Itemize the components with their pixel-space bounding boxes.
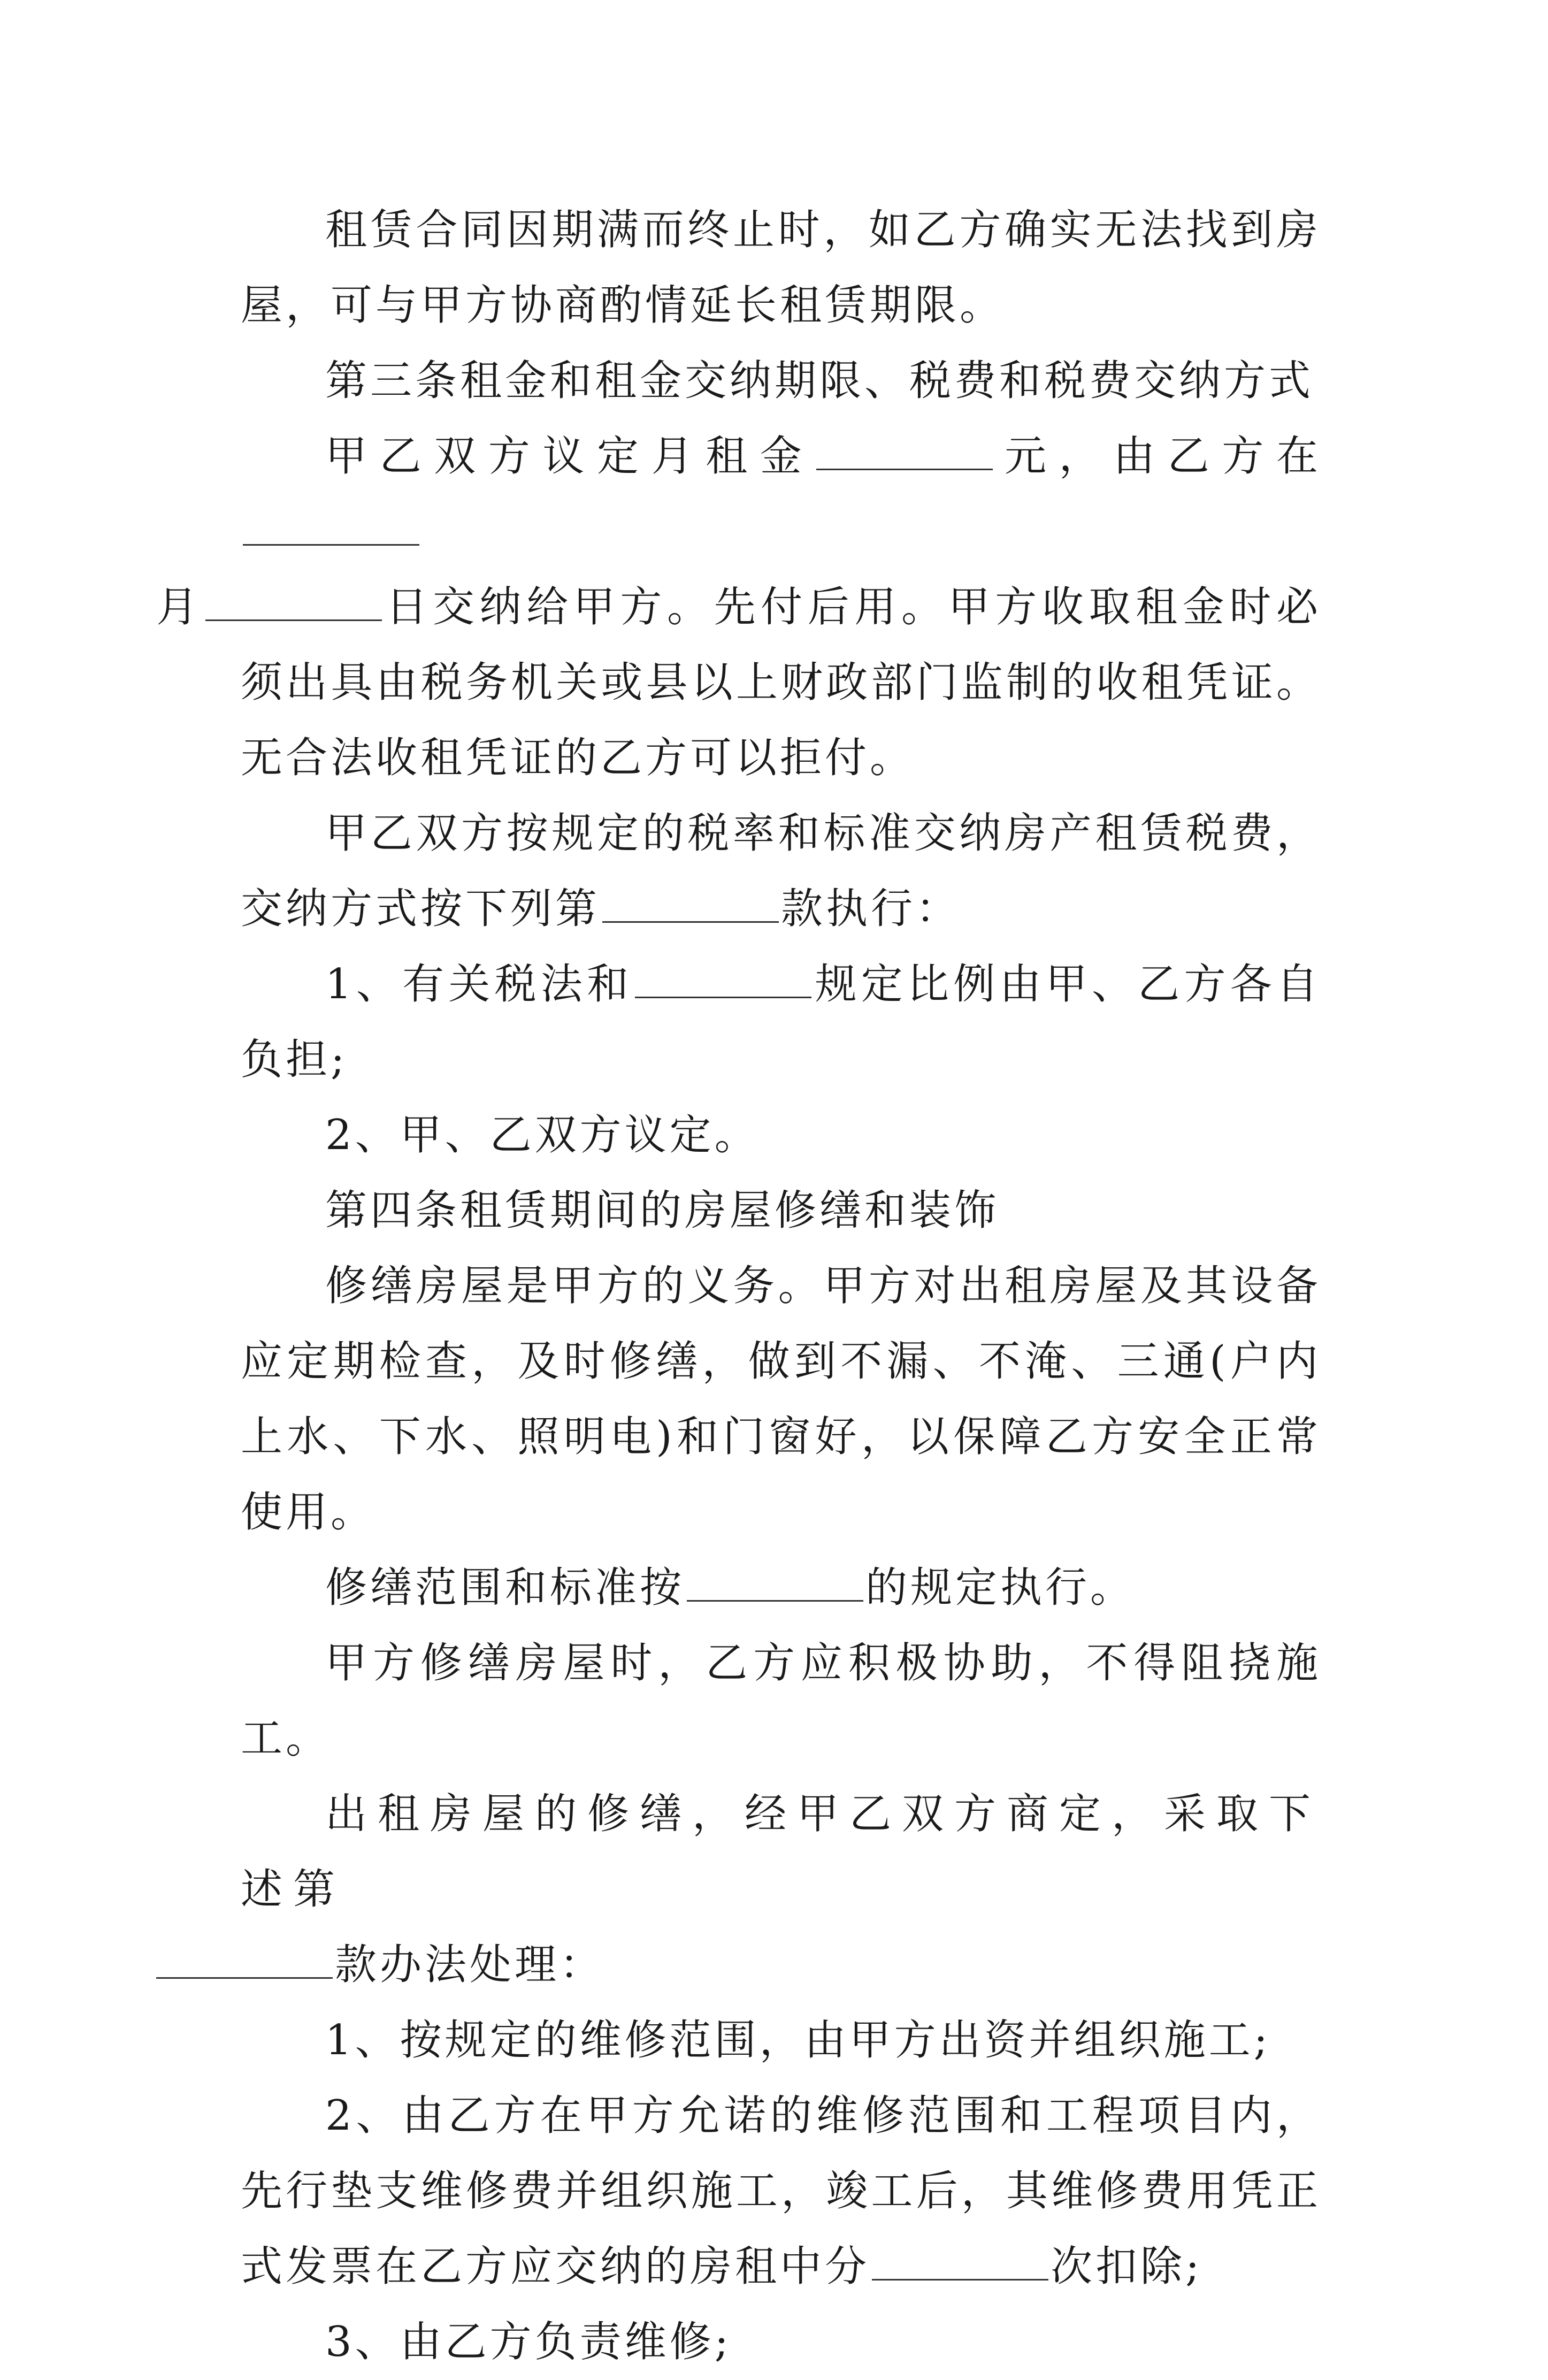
paragraph-text: 甲乙双方议定月租金 — [325, 432, 815, 480]
list-item-tax-1 — [241, 947, 1321, 1098]
heading-text: 第四条租赁期间的房屋修缮和装饰 — [325, 1187, 1000, 1235]
paragraph-text: 甲方修缮房屋时，乙方应积极协助，不得阻挠施工。 — [241, 1639, 1321, 1763]
paragraph-lease-extension — [241, 193, 1321, 343]
paragraph-text: 规定比例由甲、乙方各自负担; — [241, 960, 1321, 1084]
paragraph-text: 款办法处理： — [335, 1941, 605, 1989]
paragraph-text: 3、由乙方负责维修; — [325, 2318, 732, 2366]
paragraph-tax — [241, 796, 1321, 947]
paragraph-text: 甲乙双方按规定的税率和标准交纳房产租赁税费，交纳方式按下列第 — [241, 809, 1321, 933]
paragraph-text: 日交纳给甲方。先付后用。甲方收取租金时必须出具由税务机关或县以上财政部门监制的收租凭证。无合法收租凭证的乙方可以拒付。 — [241, 583, 1321, 782]
paragraph-text: 月 — [156, 583, 203, 631]
fill-blank — [635, 955, 811, 998]
fill-blank — [602, 879, 779, 923]
paragraph-text: 修缮房屋是甲方的义务。甲方对出租房屋及其设备应定期检查，及时修缮，做到不漏、不淹、三通(户内上水、下水、照明电)和门窗好，以保障乙方安全正常使用。 — [241, 1262, 1321, 1536]
paragraph-text: 出租房屋的修缮，经甲乙双方商定，采取下述第 — [241, 1790, 1322, 1914]
fill-blank — [156, 1935, 333, 1979]
paragraph-text: 1、有关税法和 — [325, 960, 633, 1008]
paragraph-repair-method — [241, 1777, 1321, 2003]
heading-text: 第三条租金和租金交纳期限、税费和税费交纳方式 — [325, 357, 1314, 405]
fill-blank — [872, 2237, 1048, 2280]
list-item-tax-2 — [241, 1098, 1321, 1173]
paragraph-repair-scope — [241, 1550, 1321, 1626]
paragraph-text: 修缮范围和标准按 — [325, 1564, 685, 1612]
paragraph-text: 2、甲、乙双方议定。 — [325, 1111, 760, 1159]
paragraph-text: 款执行： — [781, 885, 961, 933]
fill-blank — [205, 578, 382, 621]
list-item-repair-1 — [241, 2003, 1321, 2078]
paragraph-repair-duty — [241, 1249, 1321, 1550]
paragraph-text: 1、按规定的维修范围，由甲方出资并组织施工; — [325, 2016, 1271, 2064]
paragraph-rent-amount — [156, 419, 1321, 796]
clause-3-heading — [241, 343, 1321, 419]
paragraph-text: 2、由乙方在甲方允诺的维修范围和工程项目内，先行垫支维修费并组织施工，竣工后，其维修费用凭正式发票在乙方应交纳的房租中分 — [241, 2092, 1321, 2291]
paragraph-text: 的规定执行。 — [865, 1564, 1136, 1612]
fill-blank — [816, 427, 993, 470]
fill-blank — [243, 502, 419, 546]
list-item-repair-3 — [241, 2305, 1321, 2380]
clause-4-heading — [241, 1173, 1321, 1249]
fill-blank — [687, 1558, 863, 1602]
document-body — [156, 193, 1322, 2380]
paragraph-text: 元，由乙方在 — [995, 432, 1321, 480]
paragraph-text: 次扣除; — [1051, 2243, 1203, 2291]
paragraph-text: 租赁合同因期满而终止时，如乙方确实无法找到房屋，可与甲方协商酌情延长租赁期限。 — [241, 206, 1321, 330]
paragraph-repair-cooperation — [241, 1626, 1321, 1777]
list-item-repair-2 — [241, 2078, 1321, 2305]
